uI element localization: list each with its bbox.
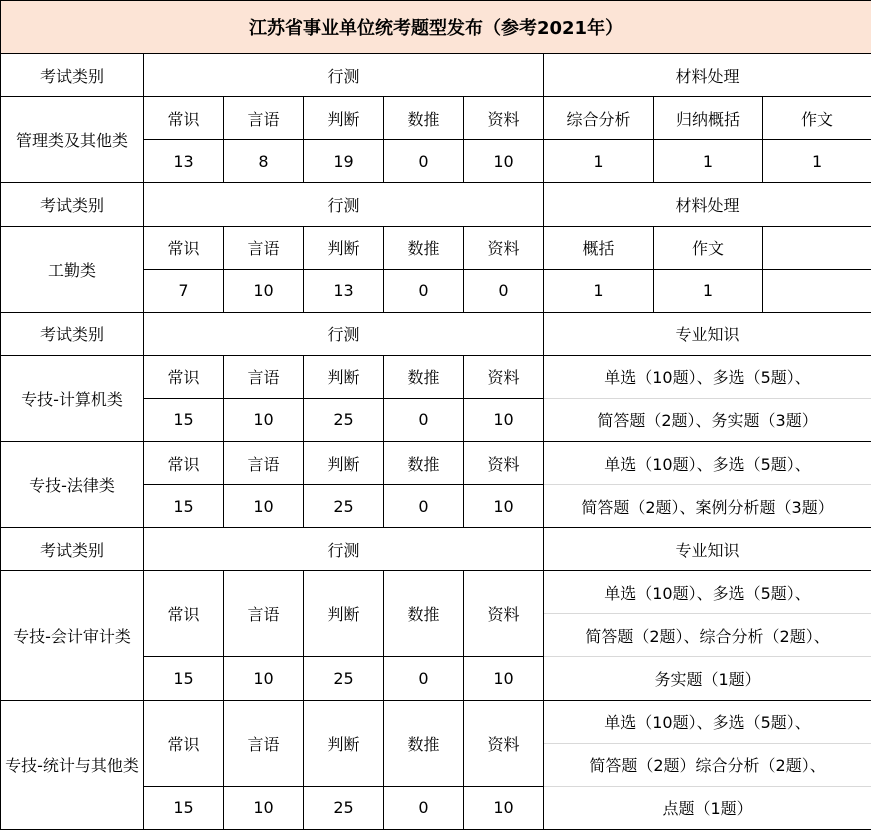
- value-cell: 10: [224, 786, 304, 829]
- col-header: 常识: [144, 97, 224, 140]
- col-header: 资料: [464, 97, 544, 140]
- col-header: 数推: [384, 700, 464, 786]
- category-statistics: 专技-统计与其他类: [1, 700, 144, 829]
- value-cell: 19: [304, 140, 384, 183]
- material-value-cell: 1: [763, 140, 871, 183]
- empty-cell: [763, 226, 871, 269]
- xingce-header: 行测: [144, 312, 544, 355]
- col-header: 常识: [144, 441, 224, 484]
- col-header: 言语: [224, 441, 304, 484]
- col-header: 判断: [304, 355, 384, 398]
- xingce-header: 行测: [144, 54, 544, 97]
- material-col-header: 归纳概括: [654, 97, 763, 140]
- col-header: 言语: [224, 97, 304, 140]
- category-law: 专技-法律类: [1, 441, 144, 527]
- value-cell: 15: [144, 786, 224, 829]
- material-col-header: 概括: [544, 226, 654, 269]
- col-header: 判断: [304, 700, 384, 786]
- value-cell: 0: [384, 269, 464, 312]
- exam-category-header: 考试类别: [1, 54, 144, 97]
- value-cell: 25: [304, 786, 384, 829]
- col-header: 判断: [304, 226, 384, 269]
- material-col-header: 作文: [654, 226, 763, 269]
- col-header: 判断: [304, 97, 384, 140]
- xingce-header: 行测: [144, 183, 544, 226]
- value-cell: 25: [304, 398, 384, 441]
- value-cell: 15: [144, 398, 224, 441]
- material-header: 材料处理: [544, 54, 871, 97]
- value-cell: 10: [224, 485, 304, 528]
- col-header: 资料: [464, 355, 544, 398]
- col-header: 言语: [224, 355, 304, 398]
- value-cell: 0: [384, 786, 464, 829]
- material-value-cell: 1: [544, 140, 654, 183]
- col-header: 常识: [144, 571, 224, 657]
- material-header: 材料处理: [544, 183, 871, 226]
- exam-category-header: 考试类别: [1, 183, 144, 226]
- value-cell: 10: [224, 657, 304, 700]
- value-cell: 0: [384, 657, 464, 700]
- material-value-cell: 1: [654, 269, 763, 312]
- value-cell: 10: [464, 485, 544, 528]
- category-logistics: 工勤类: [1, 226, 144, 312]
- material-col-header: 综合分析: [544, 97, 654, 140]
- value-cell: 13: [144, 140, 224, 183]
- exam-category-header: 考试类别: [1, 528, 144, 571]
- value-cell: 13: [304, 269, 384, 312]
- value-cell: 10: [464, 140, 544, 183]
- col-header: 常识: [144, 355, 224, 398]
- col-header: 言语: [224, 226, 304, 269]
- col-header: 言语: [224, 571, 304, 657]
- col-header: 言语: [224, 700, 304, 786]
- knowledge-line: 单选（10题）、多选（5题）、: [544, 700, 871, 743]
- value-cell: 0: [384, 140, 464, 183]
- exam-category-header: 考试类别: [1, 312, 144, 355]
- value-cell: 10: [464, 786, 544, 829]
- empty-cell: [763, 269, 871, 312]
- col-header: 数推: [384, 441, 464, 484]
- col-header: 常识: [144, 226, 224, 269]
- col-header: 数推: [384, 355, 464, 398]
- knowledge-line: 简答题（2题）、务实题（3题）: [544, 398, 871, 441]
- knowledge-line: 单选（10题）、多选（5题）、: [544, 441, 871, 484]
- col-header: 判断: [304, 571, 384, 657]
- knowledge-line: 简答题（2题）、案例分析题（3题）: [544, 485, 871, 528]
- knowledge-line: 单选（10题）、多选（5题）、: [544, 571, 871, 614]
- col-header: 数推: [384, 571, 464, 657]
- col-header: 数推: [384, 97, 464, 140]
- xingce-header: 行测: [144, 528, 544, 571]
- category-accounting: 专技-会计审计类: [1, 571, 144, 700]
- knowledge-line: 务实题（1题）: [544, 657, 871, 700]
- col-header: 资料: [464, 700, 544, 786]
- value-cell: 0: [464, 269, 544, 312]
- knowledge-line: 简答题（2题）综合分析（2题）、: [544, 743, 871, 786]
- value-cell: 15: [144, 485, 224, 528]
- col-header: 常识: [144, 700, 224, 786]
- col-header: 资料: [464, 226, 544, 269]
- value-cell: 7: [144, 269, 224, 312]
- value-cell: 10: [224, 269, 304, 312]
- material-value-cell: 1: [654, 140, 763, 183]
- knowledge-line: 简答题（2题）、综合分析（2题）、: [544, 614, 871, 657]
- value-cell: 10: [464, 657, 544, 700]
- material-value-cell: 1: [544, 269, 654, 312]
- col-header: 资料: [464, 571, 544, 657]
- col-header: 数推: [384, 226, 464, 269]
- knowledge-line: 点题（1题）: [544, 786, 871, 829]
- col-header: 判断: [304, 441, 384, 484]
- value-cell: 10: [224, 398, 304, 441]
- value-cell: 15: [144, 657, 224, 700]
- material-col-header: 作文: [763, 97, 871, 140]
- table-title: 江苏省事业单位统考题型发布（参考2021年）: [1, 1, 871, 54]
- professional-header: 专业知识: [544, 312, 871, 355]
- value-cell: 25: [304, 485, 384, 528]
- category-management: 管理类及其他类: [1, 97, 144, 183]
- value-cell: 0: [384, 398, 464, 441]
- value-cell: 25: [304, 657, 384, 700]
- value-cell: 10: [464, 398, 544, 441]
- professional-header: 专业知识: [544, 528, 871, 571]
- col-header: 资料: [464, 441, 544, 484]
- category-computer: 专技-计算机类: [1, 355, 144, 441]
- knowledge-line: 单选（10题）、多选（5题）、: [544, 355, 871, 398]
- value-cell: 0: [384, 485, 464, 528]
- value-cell: 8: [224, 140, 304, 183]
